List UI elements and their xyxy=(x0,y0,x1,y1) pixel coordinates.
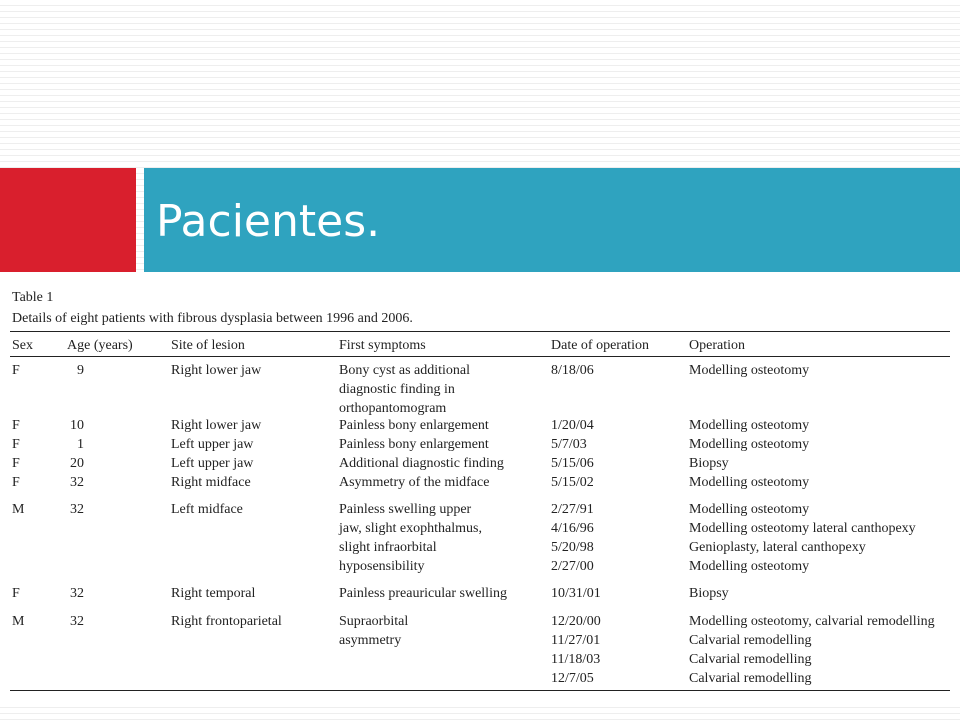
header-site: Site of lesion xyxy=(171,338,245,353)
cell-date: 5/7/03 xyxy=(551,437,587,452)
cell-sex: F xyxy=(12,456,20,471)
cell-age: 32 xyxy=(70,502,84,517)
slide-title: Pacientes. xyxy=(156,196,381,247)
cell-age: 20 xyxy=(70,456,84,471)
cell-age: 10 xyxy=(70,418,84,433)
cell-date: 12/20/00 11/27/01 11/18/03 12/7/05 xyxy=(551,614,601,686)
table-caption: Details of eight patients with fibrous dysplasia between 1996 and 2006. xyxy=(12,311,413,326)
cell-site: Right temporal xyxy=(171,586,256,601)
header-symptoms: First symptoms xyxy=(339,338,426,353)
cell-operation: Modelling osteotomy xyxy=(689,363,810,378)
cell-operation: Biopsy xyxy=(689,456,729,471)
cell-date: 1/20/04 xyxy=(551,418,594,433)
cell-date: 10/31/01 xyxy=(551,586,601,601)
table-top-rule xyxy=(10,331,950,332)
cell-operation: Modelling osteotomy Modelling osteotomy lateral canthopexy Genioplasty, lateral canthopexy Modelling osteotomy xyxy=(689,502,916,574)
cell-age: 1 xyxy=(77,437,84,452)
table-image-panel xyxy=(0,272,960,704)
cell-age: 9 xyxy=(77,363,84,378)
header-date: Date of operation xyxy=(551,338,649,353)
cell-sex: F xyxy=(12,437,20,452)
cell-operation: Modelling osteotomy xyxy=(689,475,810,490)
cell-sex: F xyxy=(12,418,20,433)
cell-site: Right midface xyxy=(171,475,251,490)
cell-operation: Modelling osteotomy xyxy=(689,418,810,433)
cell-symptoms: Painless swelling upper jaw, slight exophthalmus, slight infraorbital hyposensibility xyxy=(339,502,482,574)
cell-symptoms: Supraorbital asymmetry xyxy=(339,614,409,648)
table-label: Table 1 xyxy=(12,290,54,305)
cell-operation: Biopsy xyxy=(689,586,729,601)
cell-sex: M xyxy=(12,614,25,629)
cell-site: Left upper jaw xyxy=(171,437,254,452)
cell-date: 8/18/06 xyxy=(551,363,594,378)
cell-site: Left upper jaw xyxy=(171,456,254,471)
header-operation: Operation xyxy=(689,338,745,353)
cell-site: Right lower jaw xyxy=(171,363,262,378)
cell-date: 5/15/02 xyxy=(551,475,594,490)
cell-symptoms: Additional diagnostic finding xyxy=(339,456,504,471)
cell-age: 32 xyxy=(70,614,84,629)
cell-date: 5/15/06 xyxy=(551,456,594,471)
cell-operation: Modelling osteotomy xyxy=(689,437,810,452)
cell-date: 2/27/91 4/16/96 5/20/98 2/27/00 xyxy=(551,502,594,574)
header-age: Age (years) xyxy=(67,338,133,353)
table-header-rule xyxy=(10,356,950,357)
cell-site: Right lower jaw xyxy=(171,418,262,433)
cell-symptoms: Painless bony enlargement xyxy=(339,437,489,452)
cell-sex: F xyxy=(12,475,20,490)
cell-symptoms: Painless preauricular swelling xyxy=(339,586,507,601)
cell-age: 32 xyxy=(70,586,84,601)
title-accent-block xyxy=(0,168,136,272)
cell-symptoms: Bony cyst as additional diagnostic finding in orthopantomogram xyxy=(339,363,471,416)
cell-site: Left midface xyxy=(171,502,243,517)
cell-site: Right frontoparietal xyxy=(171,614,282,629)
cell-sex: F xyxy=(12,363,20,378)
cell-operation: Modelling osteotomy, calvarial remodelling Calvarial remodelling Calvarial remodelling Calvarial remodelling xyxy=(689,614,935,686)
cell-symptoms: Asymmetry of the midface xyxy=(339,475,490,490)
cell-sex: M xyxy=(12,502,25,517)
header-sex: Sex xyxy=(12,338,33,353)
title-bar xyxy=(144,168,960,272)
cell-age: 32 xyxy=(70,475,84,490)
table-bottom-rule xyxy=(10,690,950,691)
cell-symptoms: Painless bony enlargement xyxy=(339,418,489,433)
cell-sex: F xyxy=(12,586,20,601)
